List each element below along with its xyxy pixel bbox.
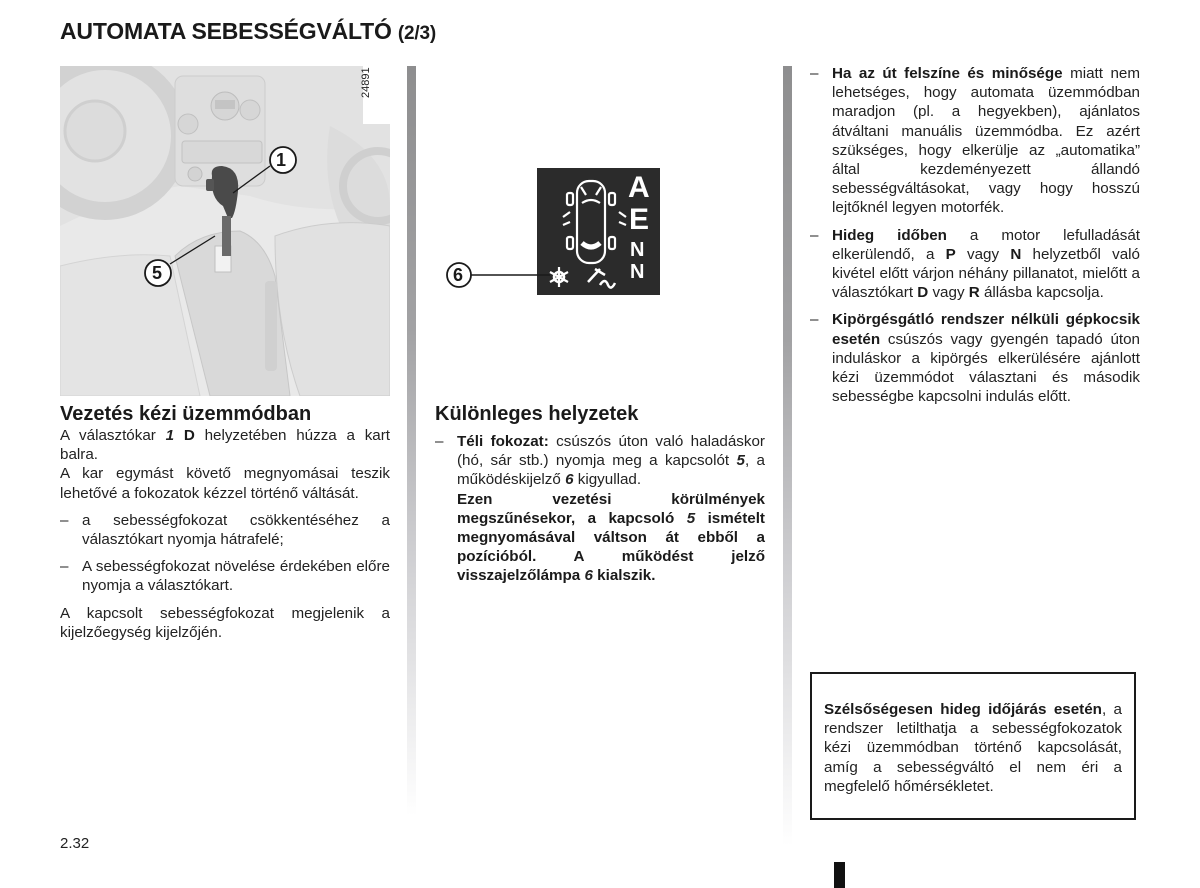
text: csúszós úton való haladáskor (hó, sár stb.) nyomja meg a kapcsolót — [457, 433, 765, 470]
dash: – — [60, 511, 69, 529]
display-letter-n: N — [630, 239, 645, 261]
bold-label: Téli fokozat: — [457, 433, 549, 450]
text: állásba kapcsolja. — [979, 284, 1104, 302]
ref-number: 6 — [565, 471, 574, 489]
title-part: (2/3) — [397, 23, 436, 44]
callout-6: 6 — [453, 265, 464, 285]
list-item — [810, 310, 1140, 406]
bold-text: ismételt megnyomásával váltson át ebből a pozícióból. A működést jelző visszajelzőlámpa — [457, 509, 765, 585]
list-item — [810, 226, 1140, 303]
paragraph: A kar egymást követő megnyomásai teszik lehetővé a fokozatok kézzel történő váltását. — [60, 465, 390, 502]
bold-label: Ha az út felszíne és minősége — [832, 65, 1063, 82]
ref-number: 5 — [736, 452, 745, 470]
bold-label: Kipörgésgátló rendszer nélküli gépkocsik esetén — [832, 311, 1140, 348]
text: helyzetében húzza a kart balra. — [60, 427, 391, 464]
position-label: P — [945, 245, 956, 263]
list-item — [810, 64, 1140, 218]
bold-label: Hideg időben — [832, 226, 947, 244]
position-label: D — [917, 284, 929, 302]
column-divider — [407, 66, 416, 816]
text: a sebességfokozat csökkentéséhez a választókart nyomja hátrafelé; — [82, 511, 390, 549]
page-edge-marker — [834, 862, 845, 888]
text: A választókar — [60, 427, 166, 444]
page-number: 2.32 — [60, 835, 90, 852]
ref-number: 1 — [165, 427, 175, 444]
position-label: D — [174, 427, 195, 444]
text: miatt nem lehetséges, hogy automata üzemmódban maradjon (pl. a hegyekben), ajánlatos átváltani manuális üzemmódba. Ez azért szükséges, hogy elkerülje az „automatika” által kezdeményezett állandó sebességváltásokat, vagy hogy hosszú lejtőknél legyen motorfék. — [832, 65, 1140, 217]
list-item — [435, 432, 765, 586]
dash: – — [810, 311, 819, 329]
text: a motor lefulladását elkerülendő, a — [832, 226, 1140, 263]
display-letter-e: E — [629, 203, 650, 236]
left-column — [60, 402, 390, 642]
ref-number: 6 — [584, 567, 593, 585]
paragraph: A kapcsolt sebességfokozat megjelenik a kijelzőegység kijelzőjén. — [60, 604, 390, 641]
text: vagy — [955, 245, 1011, 263]
dash: – — [810, 65, 819, 82]
title-text: AUTOMATA SEBESSÉGVÁLTÓ — [60, 18, 392, 44]
position-label: R — [968, 284, 980, 302]
callout-5: 5 — [152, 263, 163, 283]
ref-number: 5 — [686, 509, 696, 527]
list-item — [60, 557, 390, 595]
column-divider — [783, 66, 792, 846]
list-item — [60, 511, 390, 549]
middle-column — [435, 402, 765, 586]
bold-text: kialszik. — [592, 567, 656, 585]
display-letter-n: N — [630, 261, 645, 283]
position-label: N — [1010, 245, 1022, 263]
text: csúszós vagy gyengén tapadó úton induláskor a kipörgés elkerülésére ajánlott kézi üzemmódot választani és második sebességbe kapcsolni indulás előtt. — [832, 330, 1140, 406]
bold-text: Ezen vezetési körülmények megszűnésekor, a kapcsoló — [457, 490, 765, 527]
text: A sebességfokozat növelése érdekében előre nyomja a választókart. — [82, 558, 390, 595]
paragraph — [60, 426, 390, 464]
section-heading-special-situations: Különleges helyzetek — [435, 403, 639, 425]
figure-ref-number: 24891 — [360, 67, 372, 98]
callout-1: 1 — [276, 150, 287, 170]
instrument-display-illustration — [440, 165, 660, 300]
text: , a rendszer letilthatja a sebességfokozatok kézi üzemmódban történő kapcsolását, amíg a sebességváltó el nem éri a megfelelő hőmérsékletet. — [824, 701, 1122, 795]
dash: – — [60, 558, 69, 576]
gear-lever-illustration — [60, 66, 390, 396]
bold-label: Szélsőségesen hideg időjárás esetén — [824, 701, 1102, 718]
section-heading-manual-mode: Vezetés kézi üzemmódban — [60, 403, 312, 425]
right-column — [810, 64, 1140, 406]
dash: – — [810, 226, 819, 244]
text: , a működéskijelző — [457, 452, 765, 489]
display-letter-a: A — [628, 171, 650, 204]
text: vagy — [928, 284, 969, 302]
page-title — [60, 18, 436, 45]
dash: – — [435, 433, 444, 450]
text: kigyullad. — [573, 471, 642, 489]
cold-weather-note — [810, 672, 1136, 820]
text: helyzetből való kivétel előtt várjon néhány pillanatot, mielőtt a választókart — [832, 245, 1140, 302]
